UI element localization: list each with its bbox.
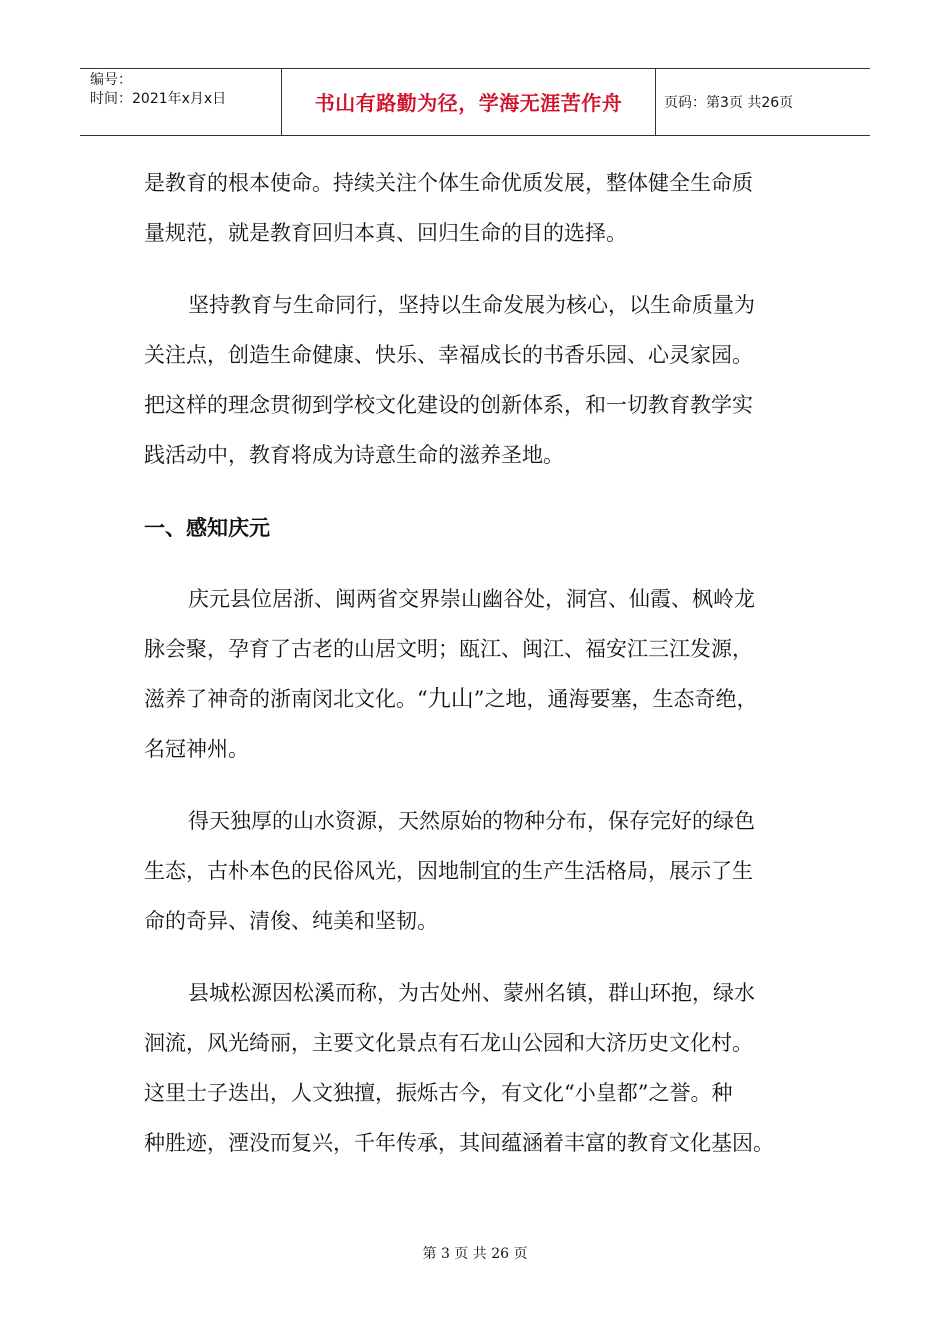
body-line: 命的奇异、清俊、纯美和坚韧。	[144, 909, 438, 933]
header-page-cell	[656, 69, 870, 135]
body-line: 脉会聚，孕育了古老的山居文明；瓯江、闽江、福安江三江发源，	[144, 637, 753, 661]
emphasized-text: 九山	[427, 686, 474, 712]
header-motto: 书山有路勤为径，学海无涯苦作舟	[314, 91, 623, 115]
body-line: 践活动中，教育将成为诗意生命的滋养圣地。	[144, 443, 564, 467]
page-footer: 第 3 页 共 26 页	[422, 1246, 528, 1262]
header-meta	[80, 69, 282, 135]
body-text: ”之地，通海要塞，生态奇绝，	[473, 687, 758, 711]
body-line: 坚持教育与生命同行，坚持以生命发展为核心，以生命质量为	[188, 293, 755, 317]
body-line: 这里士子迭出，人文独擅，振烁古今，有文化“小皇都”之誉。种	[144, 1081, 733, 1105]
header-motto-cell	[282, 69, 656, 135]
body-line: 庆元县位居浙、闽两省交界崇山幽谷处，洞宫、仙霞、枫岭龙	[188, 587, 755, 611]
body-line: 把这样的理念贯彻到学校文化建设的创新体系，和一切教育教学实	[144, 393, 753, 417]
body-line: 种胜迹，湮没而复兴，千年传承，其间蕴涵着丰富的教育文化基因。	[144, 1131, 774, 1155]
body-line: 量规范，就是教育回归本真、回归生命的目的选择。	[144, 221, 627, 245]
header-page-info: 页码：第3页 共26页	[664, 95, 794, 111]
body-line: 县城松源因松溪而称，为古处州、蒙州名镇，群山环抱，绿水	[188, 981, 755, 1005]
body-line: 关注点，创造生命健康、快乐、幸福成长的书香乐园、心灵家园。	[144, 343, 753, 367]
page-header	[80, 68, 870, 136]
body-line: 得天独厚的山水资源，天然原始的物种分布，保存完好的绿色	[188, 809, 755, 833]
document-number-label: 编号：	[90, 72, 132, 88]
body-line: 洄流，风光绮丽，主要文化景点有石龙山公园和大济历史文化村。	[144, 1031, 753, 1055]
body-text: 滋养了神奇的浙南闵北文化。“	[144, 687, 428, 711]
body-line	[144, 684, 758, 714]
document-time-label: 时间：2021年x月x日	[90, 91, 227, 107]
body-line: 生态，古朴本色的民俗风光，因地制宜的生产生活格局，展示了生	[144, 859, 753, 883]
body-line: 名冠神州。	[144, 737, 249, 761]
section-heading: 一、感知庆元	[144, 516, 270, 540]
body-line: 是教育的根本使命。持续关注个体生命优质发展，整体健全生命质	[144, 171, 753, 195]
